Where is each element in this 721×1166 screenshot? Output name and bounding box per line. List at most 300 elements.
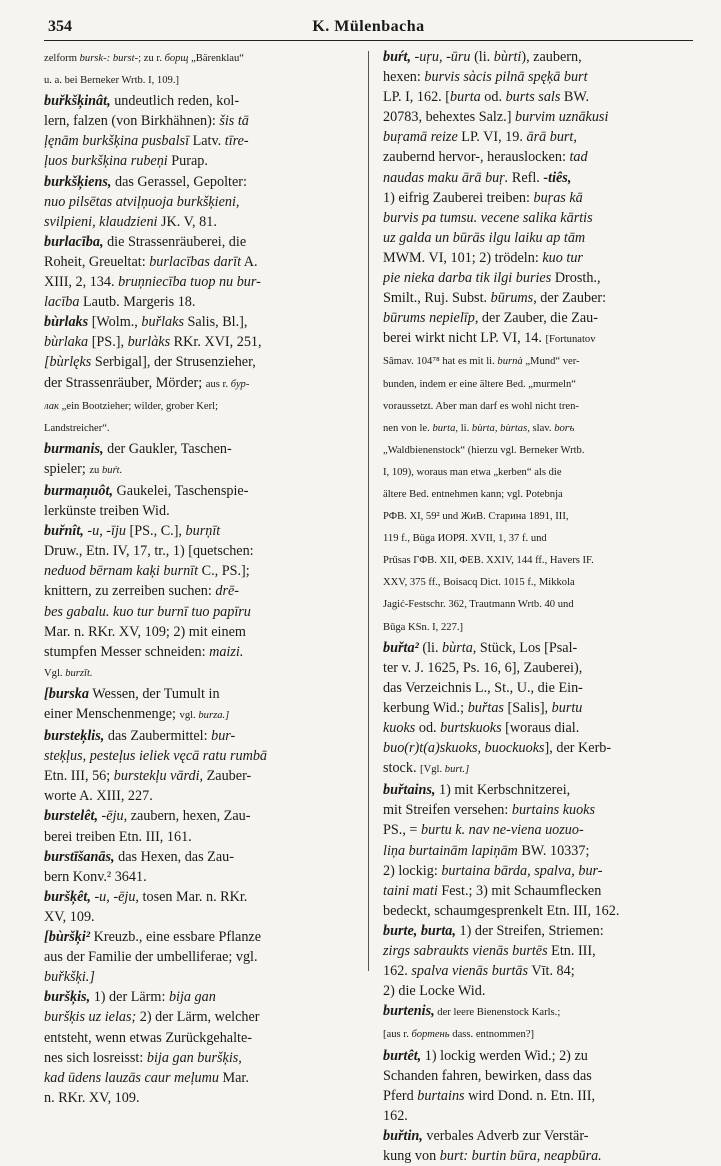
entry-line bbox=[383, 841, 693, 861]
entry-text: liņa burtainām lapiņām bbox=[383, 842, 518, 859]
entry-text: nes sich losreisst: bbox=[44, 1049, 147, 1066]
entry-line bbox=[44, 1068, 354, 1088]
entry-text: stock. bbox=[383, 760, 421, 777]
entry-line bbox=[383, 758, 693, 780]
entry-text: zaubernd hervor-, herauslocken: bbox=[383, 149, 570, 166]
entry-text: Wessen, der Tumult in bbox=[88, 685, 220, 702]
entry-text: buŕt. bbox=[101, 464, 123, 476]
entry-text: zirgs sabraukts vienās burtēs bbox=[383, 943, 548, 960]
entry-line bbox=[383, 800, 693, 820]
entry-text: buřlaks bbox=[141, 314, 184, 331]
entry-text: burlàks bbox=[127, 334, 171, 351]
entry-line bbox=[44, 541, 354, 561]
entry-text: -uŗu, -ūru bbox=[411, 49, 471, 65]
entry-text: bùrta, bbox=[442, 639, 477, 656]
entry-text: -ēju, bbox=[98, 808, 128, 825]
headword: buřtains, bbox=[383, 782, 436, 799]
entry-text: undeutlich reden, kol- bbox=[110, 93, 240, 110]
entry-text: bija gan buršķis, bbox=[146, 1049, 242, 1066]
entry-line bbox=[383, 107, 693, 127]
entry-line bbox=[44, 726, 354, 746]
entry-text: XV, 109. bbox=[44, 908, 95, 925]
entry-text: Vgl. bbox=[44, 667, 66, 679]
entry-text: 1) mit Kerbschnitzerei, bbox=[435, 782, 571, 799]
entry-text: 2) die Locke Wid. bbox=[383, 983, 486, 1000]
entry-text: лак bbox=[44, 400, 60, 412]
headword: buřta² bbox=[383, 639, 419, 656]
entry-text: od. bbox=[415, 720, 441, 736]
entry-text: buŗas kā bbox=[533, 189, 583, 206]
entry-line bbox=[383, 308, 693, 328]
entry-text: „ein Bootzieher; wilder, grober Kerl; bbox=[59, 400, 219, 412]
entry-text: kuoks bbox=[383, 720, 416, 736]
dictionary-entry bbox=[44, 312, 354, 439]
entry-text: der Zauber: bbox=[536, 290, 607, 307]
entry-text: die Strassenräuberei, die bbox=[103, 233, 247, 250]
entry-text: Prűsas ΓΦΒ. XII, ΦΕΒ. XXIV, 144 ff., Havers IF. bbox=[383, 555, 594, 567]
entry-text: stumpfen Messer schneiden: bbox=[44, 643, 210, 660]
entry-line bbox=[383, 67, 693, 87]
entry-text: buršķis uz ielas; bbox=[44, 1009, 137, 1026]
entry-line bbox=[383, 1023, 693, 1045]
entry-text: бур- bbox=[230, 378, 250, 390]
entry-line bbox=[44, 806, 354, 826]
entry-text: tosen Mar. n. RKr. bbox=[138, 888, 248, 905]
entry-line bbox=[383, 941, 693, 961]
entry-line bbox=[44, 373, 354, 395]
entry-text: C., PS.]; bbox=[198, 563, 250, 580]
entry-line bbox=[383, 1106, 693, 1126]
entry-line bbox=[383, 961, 693, 981]
entry-text: Jagić-Festschr. 362, Trautmann Wrtb. 40 und bbox=[383, 599, 574, 611]
entry-line bbox=[383, 527, 693, 549]
entry-line bbox=[44, 501, 354, 521]
entry-line bbox=[44, 1088, 354, 1108]
entry-line bbox=[383, 328, 693, 350]
entry-text: ], der Kerb- bbox=[544, 740, 612, 757]
entry-text: der Gaukler, Taschen- bbox=[103, 440, 232, 457]
entry-text: Roheit, Greueltat: bbox=[44, 253, 150, 270]
entry-text: neduod bērnam kaķi burnīt bbox=[44, 563, 199, 580]
entry-text: Būga KSn. I, 227.] bbox=[383, 621, 464, 633]
entry-line bbox=[44, 252, 354, 272]
headword: bùrlaks bbox=[44, 314, 89, 331]
headword: buřkšķinât, bbox=[44, 93, 111, 110]
entry-line bbox=[44, 746, 354, 766]
entry-text: RKr. XVI, 251, bbox=[170, 334, 262, 351]
entry-line bbox=[44, 521, 354, 541]
entry-text: „Mund“ ver- bbox=[522, 356, 580, 368]
entry-line bbox=[383, 1126, 693, 1146]
dictionary-entry bbox=[383, 921, 693, 1001]
entry-line bbox=[44, 439, 354, 459]
entry-text: der Strassenräuber, Mörder; bbox=[44, 374, 206, 391]
entry-text: taini mati bbox=[383, 882, 438, 899]
entry-text: aus der Familie der umbelliferae; vgl. bbox=[44, 949, 258, 966]
headword: burmaņuôt, bbox=[44, 482, 113, 499]
entry-line bbox=[383, 718, 693, 738]
entry-line bbox=[383, 87, 693, 107]
entry-text: burvis pa tumsu. vecene salika kārtis bbox=[383, 209, 593, 226]
entry-line bbox=[44, 1028, 354, 1048]
left-column bbox=[44, 47, 354, 1166]
entry-line bbox=[383, 208, 693, 228]
entry-text: bunden, indem er eine ältere Bed. „murmeln“ bbox=[383, 378, 576, 390]
entry-text: kerbung Wid.; bbox=[383, 699, 468, 716]
entry-text: burvis sàcis pilnā spęķā burt bbox=[424, 69, 588, 86]
entry-text: n. RKr. XV, 109. bbox=[44, 1089, 140, 1106]
entry-text: das Gerassel, Gepolter: bbox=[111, 173, 247, 190]
entry-text: burt: burtin būra, neapbūra. bbox=[439, 1147, 602, 1164]
running-title: K. Mülenbacha bbox=[312, 18, 425, 35]
entry-text: voraussetzt. Aber man darf es wohl nicht tren- bbox=[383, 400, 579, 412]
entry-line bbox=[44, 47, 354, 69]
headword: burstelêt, bbox=[44, 808, 98, 825]
entry-text: I, 109), woraus man etwa „kerben“ als die bbox=[383, 466, 562, 478]
dictionary-entry bbox=[44, 232, 354, 312]
entry-text: 1) lockig werden Wid.; 2) zu bbox=[421, 1047, 588, 1064]
dictionary-entry bbox=[383, 1046, 693, 1126]
entry-text: (li. bbox=[470, 49, 494, 65]
headword: -tiês, bbox=[543, 169, 572, 186]
entry-text: ter v. J. 1625, Ps. 16, 6], Zauberei), bbox=[383, 659, 583, 676]
entry-line bbox=[44, 332, 354, 352]
entry-text: buo(r)t(a)skuoks, buockuoks bbox=[383, 740, 545, 757]
entry-line bbox=[383, 1086, 693, 1106]
entry-text: Mar. bbox=[218, 1069, 249, 1086]
entry-line bbox=[44, 581, 354, 601]
entry-text: XXV, 375 ff., Boisacq Dict. 1015 f., Mikkola bbox=[383, 577, 575, 589]
entry-line bbox=[383, 288, 693, 308]
entry-line bbox=[44, 662, 354, 684]
entry-line bbox=[44, 91, 354, 111]
entry-text: bern Konv.² 3641. bbox=[44, 868, 147, 885]
entry-line bbox=[383, 616, 693, 638]
entry-text: „Bärenklau“ bbox=[188, 53, 245, 64]
dictionary-entry bbox=[383, 1001, 693, 1045]
dictionary-entry bbox=[44, 439, 354, 481]
entry-text: burta bbox=[450, 89, 481, 106]
entry-text: burt.] bbox=[444, 764, 470, 776]
entry-text: hexen: bbox=[383, 69, 425, 86]
entry-text: kuo tur bbox=[542, 249, 583, 266]
entry-text: bursk-: burst- bbox=[79, 53, 139, 64]
entry-text: slav. bbox=[529, 422, 555, 434]
entry-line bbox=[44, 417, 354, 439]
entry-text: „Waldbienenstock“ (hierzu vgl. Berneker Wrtb. bbox=[383, 444, 585, 456]
entry-text: nen von le. bbox=[383, 422, 433, 434]
entry-text: Schanden fahren, bewirken, dass das bbox=[383, 1067, 592, 1084]
entry-text: борщ bbox=[164, 53, 189, 64]
entry-line bbox=[383, 638, 693, 658]
entry-line bbox=[383, 1046, 693, 1066]
entry-text: BW. bbox=[560, 89, 590, 106]
headword: [bùršķi² bbox=[44, 929, 91, 946]
entry-text: JK. V, 81. bbox=[157, 213, 217, 230]
entry-text: Gaukelei, Taschenspie- bbox=[113, 482, 249, 499]
entry-text: zelform bbox=[44, 53, 80, 64]
entry-text: vgl. bbox=[179, 710, 199, 721]
entry-line bbox=[44, 131, 354, 151]
entry-line bbox=[44, 292, 354, 312]
entry-text: [Wolm., bbox=[88, 314, 142, 331]
entry-text: Fest.; 3) mit Schaumflecken bbox=[437, 882, 602, 899]
page-header bbox=[44, 14, 693, 41]
entry-text: li. bbox=[458, 422, 472, 434]
entry-text: burzīt. bbox=[65, 667, 93, 679]
entry-line bbox=[44, 232, 354, 252]
dictionary-entry bbox=[383, 1126, 693, 1166]
entry-text: lacība bbox=[44, 294, 80, 311]
entry-text: Serbigal], der Strusenzieher, bbox=[91, 354, 256, 371]
entry-text: entsteht, wenn etwas Zurückgehalte- bbox=[44, 1029, 253, 1046]
entry-text: [PS., C.], bbox=[126, 523, 186, 540]
entry-line bbox=[383, 698, 693, 718]
entry-text: kung von bbox=[383, 1147, 440, 1164]
entry-line bbox=[383, 658, 693, 678]
entry-line bbox=[44, 887, 354, 907]
dictionary-entry bbox=[44, 887, 354, 927]
entry-line bbox=[383, 738, 693, 758]
entry-text: bedeckt, schaumgesprenkelt Etn. III, 162. bbox=[383, 902, 620, 919]
entry-text: Pferd bbox=[383, 1087, 418, 1104]
entry-text: BW. 10337; bbox=[517, 842, 590, 859]
entry-line bbox=[44, 172, 354, 192]
entry-text: maizi. bbox=[209, 643, 244, 660]
entry-line bbox=[44, 602, 354, 622]
headword: burte, burta, bbox=[383, 922, 456, 939]
headword: buršķis, bbox=[44, 989, 91, 1006]
entry-line bbox=[44, 312, 354, 332]
entry-text: ārā burt, bbox=[526, 129, 577, 146]
entry-line bbox=[383, 483, 693, 505]
entry-text: Lautb. Margeris 18. bbox=[79, 294, 196, 311]
dictionary-entry bbox=[44, 987, 354, 1108]
entry-line bbox=[44, 847, 354, 867]
entry-text: buřkšķi.] bbox=[44, 969, 95, 986]
entry-line bbox=[44, 827, 354, 847]
entry-line bbox=[383, 395, 693, 417]
headword: burtêt, bbox=[383, 1047, 422, 1064]
entry-text: 1) der Lärm: bbox=[90, 989, 169, 1006]
entry-text: Purap. bbox=[167, 153, 208, 170]
entry-line bbox=[383, 593, 693, 615]
entry-line bbox=[44, 192, 354, 212]
entry-text: das Zaubermittel: bbox=[104, 728, 212, 745]
entry-text: mit Streifen versehen: bbox=[383, 802, 512, 819]
entry-line bbox=[383, 981, 693, 1001]
entry-text: aus r. bbox=[205, 378, 231, 390]
entry-line bbox=[383, 1001, 693, 1023]
entry-text: naudas maku ārā buŗ. bbox=[383, 169, 509, 186]
entry-line bbox=[383, 168, 693, 188]
entry-text: burtains kuoks bbox=[511, 802, 595, 819]
entry-text: dass. entnommen?] bbox=[449, 1029, 535, 1041]
entry-text: der leere Bienenstock Karls.; bbox=[434, 1007, 561, 1019]
entry-text: burnà bbox=[497, 356, 523, 368]
entry-line bbox=[383, 505, 693, 527]
dictionary-entry bbox=[383, 47, 693, 638]
entry-line bbox=[44, 867, 354, 887]
entry-text: šis tā bbox=[219, 113, 249, 130]
entry-line bbox=[44, 947, 354, 967]
entry-text: ; zu r. bbox=[138, 53, 165, 64]
headword: buŕt, bbox=[383, 49, 411, 65]
headword: buršķêt, bbox=[44, 888, 91, 905]
entry-text: svilpieni, klaudzieni bbox=[44, 213, 158, 230]
entry-text: 1) der Streifen, Striemen: bbox=[455, 922, 604, 939]
entry-text: zaubern, hexen, Zau- bbox=[127, 808, 251, 825]
entry-line bbox=[383, 881, 693, 901]
entry-line bbox=[383, 571, 693, 593]
entry-text: burta, bbox=[432, 422, 459, 434]
entry-text: Zauber- bbox=[203, 768, 252, 785]
entry-line bbox=[44, 481, 354, 501]
entry-text: kad ūdens lauzās caur meļumu bbox=[44, 1069, 219, 1086]
entry-text: burza.] bbox=[198, 710, 230, 721]
entry-text: бортень bbox=[411, 1029, 450, 1041]
entry-text: pie nieka darba tik ilgi buries bbox=[383, 270, 552, 287]
entry-text: XIII, 2, 134. bbox=[44, 274, 119, 291]
entry-text: bùrta, bùrtas, bbox=[471, 422, 530, 434]
entry-text: lerkünste treiben Wid. bbox=[44, 503, 170, 520]
page-number: 354 bbox=[48, 18, 72, 35]
entry-text: knittern, zu zerreiben suchen: bbox=[44, 583, 216, 600]
entry-text: bruņniecība tuop nu bur- bbox=[118, 274, 261, 291]
entry-line bbox=[383, 1066, 693, 1086]
entry-line bbox=[44, 151, 354, 171]
entry-text: [Salis], bbox=[503, 699, 552, 716]
entry-text: nuo pilsētas atviļņuoja burkšķieni, bbox=[44, 193, 240, 210]
entry-line bbox=[44, 622, 354, 642]
entry-line bbox=[44, 927, 354, 947]
right-column bbox=[383, 47, 693, 1166]
entry-text: spalva vienās burtās bbox=[411, 963, 529, 980]
dictionary-entry bbox=[44, 684, 354, 726]
entry-line bbox=[383, 820, 693, 840]
entry-line bbox=[44, 684, 354, 704]
entry-text: Stück, Los [Psal- bbox=[476, 639, 578, 656]
entry-text: uz galda un būrās ilgu laiku ap tām bbox=[383, 229, 586, 246]
entry-text: LP. VI, 19. bbox=[457, 129, 527, 146]
entry-text: buřtas bbox=[467, 699, 504, 716]
entry-text: buŗamā reize bbox=[383, 129, 458, 146]
columns bbox=[44, 47, 693, 1166]
entry-text: u. a. bei Berneker Wrtb. I, 109.] bbox=[44, 75, 179, 87]
entry-line bbox=[44, 352, 354, 372]
entry-text: burtu bbox=[551, 699, 583, 716]
entry-text: 1) eifrig Zauberei treiben: bbox=[383, 189, 534, 206]
entry-text: bija gan bbox=[168, 989, 216, 1006]
dictionary-entry bbox=[44, 806, 354, 846]
entry-line bbox=[44, 459, 354, 481]
entry-text: borъ bbox=[554, 422, 575, 434]
entry-text: worte A. XIII, 227. bbox=[44, 788, 153, 805]
entry-text: bùrlaka bbox=[44, 334, 89, 351]
entry-line bbox=[383, 373, 693, 395]
dictionary-entry bbox=[44, 91, 354, 171]
entry-text: Druw., Etn. IV, 17, tr., 1) [quetschen: bbox=[44, 543, 254, 560]
entry-text: Salis, Bl.], bbox=[183, 314, 248, 331]
entry-line bbox=[383, 861, 693, 881]
entry-text: [Vgl. bbox=[420, 764, 445, 776]
entry-line bbox=[44, 642, 354, 662]
entry-line bbox=[44, 561, 354, 581]
entry-text: der Zauber, die Zau- bbox=[478, 310, 598, 327]
entry-text: [woraus dial. bbox=[501, 720, 580, 736]
entry-text: -u, -īju bbox=[83, 523, 126, 540]
entry-line bbox=[44, 212, 354, 232]
entry-text: lern, falzen (von Birkhähnen): bbox=[44, 113, 220, 130]
entry-text: Smilt., Ruj. Subst. bbox=[383, 290, 491, 307]
entry-text: 119 f., Büga ИОРЯ. XVII, 1, 37 f. und bbox=[383, 533, 547, 545]
entry-text: -u, -ēju, bbox=[90, 888, 139, 905]
entry-line bbox=[383, 350, 693, 372]
entry-text: verbales Adverb zur Verstär- bbox=[422, 1127, 589, 1144]
entry-line bbox=[383, 461, 693, 483]
headword: bursteķlis, bbox=[44, 728, 105, 745]
entry-line bbox=[383, 268, 693, 288]
entry-line bbox=[44, 395, 354, 417]
entry-text: das Hexen, das Zau- bbox=[114, 848, 234, 865]
headword: burstīšanās, bbox=[44, 848, 115, 865]
entry-text: Latv. bbox=[189, 133, 225, 150]
headword: burkšķiens, bbox=[44, 173, 112, 190]
headword: burmanis, bbox=[44, 440, 104, 457]
entry-text: A. bbox=[241, 253, 258, 270]
entry-text: ļuos burkšķina rubeņi bbox=[44, 153, 168, 170]
entry-text: das Verzeichnis L., St., U., die Ein- bbox=[383, 679, 583, 696]
dictionary-entry bbox=[44, 47, 354, 91]
entry-text: tad bbox=[569, 149, 588, 166]
entry-text: 162. bbox=[383, 1107, 408, 1124]
entry-text: Mar. n. RKr. XV, 109; 2) mit einem bbox=[44, 623, 246, 640]
dictionary-entry bbox=[44, 847, 354, 887]
entry-text: drē- bbox=[215, 583, 239, 600]
entry-text: Sâmav. 104⁷⁸ hat es mit li. bbox=[383, 356, 498, 368]
entry-text: [PS.], bbox=[88, 334, 128, 351]
entry-text: PS., = bbox=[383, 822, 421, 839]
entry-text: [aus r. bbox=[383, 1029, 412, 1041]
column-divider bbox=[368, 51, 369, 971]
entry-line bbox=[44, 967, 354, 987]
entry-line bbox=[383, 47, 693, 67]
entry-text: 20783, behextes Salz.] bbox=[383, 109, 515, 126]
entry-text: burtskuoks bbox=[440, 720, 502, 736]
entry-line bbox=[44, 987, 354, 1007]
headword: burtenis, bbox=[383, 1003, 435, 1020]
entry-text: būrums, bbox=[490, 290, 537, 307]
entry-text: od. bbox=[480, 89, 506, 106]
entry-text: Landstreicher“. bbox=[44, 422, 110, 434]
entry-text: bur- bbox=[211, 728, 236, 745]
entry-text: bùrti bbox=[493, 49, 522, 65]
entry-text: burvim uznākusi bbox=[515, 109, 609, 126]
dictionary-entry bbox=[44, 726, 354, 806]
entry-line bbox=[44, 1007, 354, 1027]
entry-text: burlacības darīt bbox=[149, 253, 242, 270]
entry-text: ältere Bed. entnehmen kann; vgl. Potebnja bbox=[383, 488, 563, 500]
entry-text: ), zaubern, bbox=[521, 49, 582, 65]
entry-text: burtains bbox=[417, 1087, 465, 1104]
entry-line bbox=[383, 147, 693, 167]
entry-text: Kreuzb., eine essbare Pflanze bbox=[90, 929, 262, 946]
entry-line bbox=[383, 678, 693, 698]
entry-line bbox=[44, 111, 354, 131]
entry-text: burņīt bbox=[185, 523, 221, 540]
dictionary-entry bbox=[383, 780, 693, 921]
dictionary-entry bbox=[44, 521, 354, 684]
